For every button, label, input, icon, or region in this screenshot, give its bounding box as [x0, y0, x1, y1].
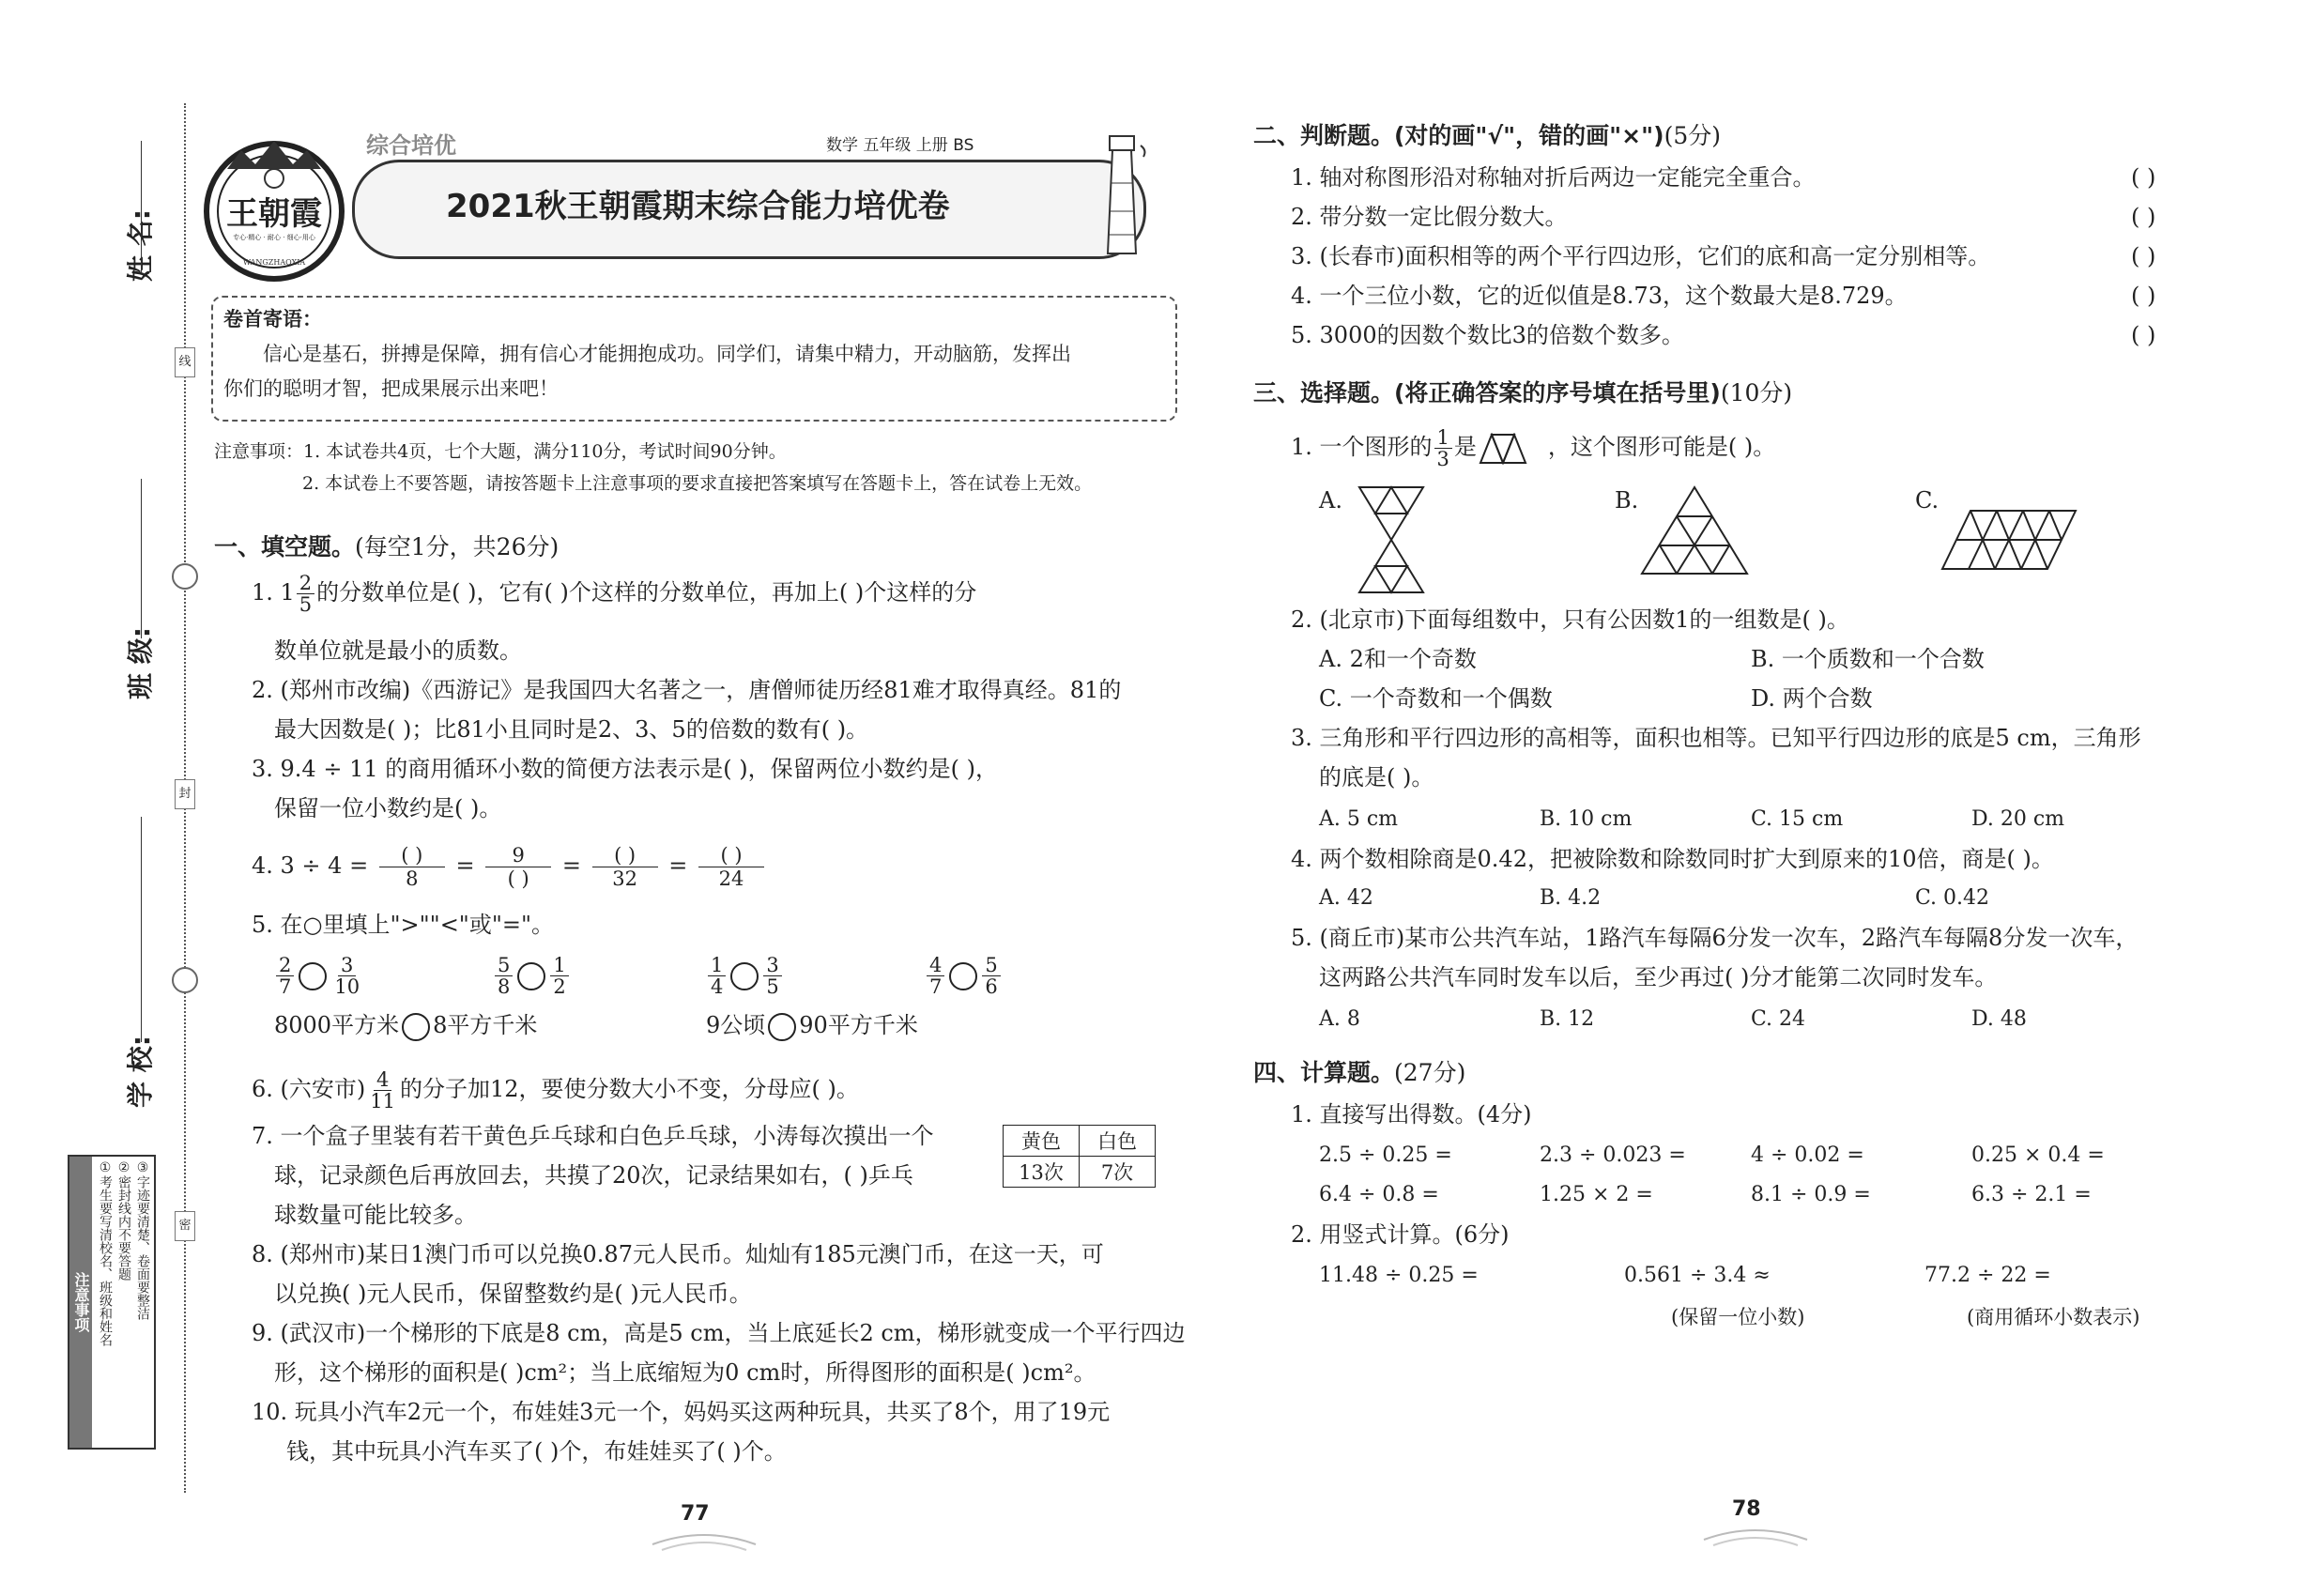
logo-motto: 专心·精心 · 耐心 · 细心·用心: [233, 234, 315, 241]
choice-option: A. 5 cm: [1319, 807, 1399, 831]
calc-sub2: 2. 用竖式计算。(6分): [1291, 1221, 1510, 1248]
compare-circle[interactable]: [299, 962, 327, 990]
series-label: 综合培优: [366, 132, 456, 159]
choice-q5-line1: 5. (商丘市)某市公共汽车站，1路汽车每隔6分发一次车，2路汽车每隔8分发一次车，: [1291, 925, 2139, 951]
page-number-right: 78: [1732, 1497, 1761, 1521]
choice-option: B. 一个质数和一个合数: [1751, 646, 1985, 672]
q10-line2: 钱，其中玩具小汽车买了( )个，布娃娃买了( )个。: [286, 1438, 787, 1465]
vertical-calc-item: 77.2 ÷ 22 =: [1924, 1264, 2051, 1287]
message-line: 你们的聪明才智，把成果展示出来吧！: [223, 377, 559, 400]
table-header: 白色: [1080, 1126, 1156, 1157]
q2-line1: 2. (郑州市改编)《西游记》是我国四大名著之一，唐僧师徒历经81难才取得真经。81的: [252, 677, 1122, 703]
cut-mark-secret: 密: [175, 1211, 195, 1241]
q8-line2: 以兑换( )元人民币，保留整数约是( )元人民币。: [274, 1281, 752, 1307]
choice-option: B. 4.2: [1540, 886, 1602, 910]
fraction: ( ) 24: [698, 844, 764, 890]
section-1-header: [214, 533, 559, 561]
parallelogram-triangles-icon: [1939, 507, 2079, 573]
q7-line2: 球，记录颜色后再放回去，共摸了20次，记录结果如右，( )乒乓: [274, 1162, 913, 1189]
message-title: 卷首寄语：: [223, 307, 322, 330]
answer-paren[interactable]: ( ): [2131, 164, 2156, 191]
choice-q5-line2: 这两路公共汽车同时发车以后，至少再过( )分才能第二次同时发车。: [1319, 964, 1998, 990]
q1-line2: 数单位就是最小的质数。: [274, 637, 522, 664]
q5-compare-item: $\frac{2}{7}$ $\frac{3}{10}$: [274, 948, 364, 1001]
table-cell: 7次: [1080, 1157, 1156, 1188]
compare-circle[interactable]: [730, 962, 759, 990]
calc-item: 8.1 ÷ 0.9 =: [1751, 1183, 1871, 1206]
page-number-left: 77: [681, 1502, 710, 1526]
header-meta: 数学 五年级 上册 BS: [826, 136, 974, 155]
fraction: ( ) 32: [592, 844, 658, 890]
q2-line2: 最大因数是( )；比81小且同时是2、3、5的倍数的数有( )。: [274, 716, 869, 743]
table-cell: 13次: [1004, 1157, 1080, 1188]
vertical-calc-note: (保留一位小数): [1671, 1306, 1805, 1328]
lighthouse-icon: [1089, 127, 1155, 258]
section-2-header: [1253, 122, 1721, 150]
fraction: ( ) 8: [379, 844, 445, 890]
notes-line: 2. 本试卷上不要答题，请按答题卡上注意事项的要求直接把答案填写在答题卡上，答在试卷上无效。: [302, 473, 1093, 494]
calc-item: 0.25 × 0.4 =: [1971, 1143, 2105, 1167]
school-line: [141, 817, 142, 1042]
choice-q1: 1. 一个图形的 $\frac{1}{3}$ 是 ，这个图形可能是( )。: [1291, 426, 1776, 470]
choice-q4: 4. 两个数相除商是0.42，把被除数和除数同时扩大到原来的10倍，商是( )。: [1291, 846, 2054, 872]
fraction: 9 ( ): [485, 844, 551, 890]
section-4-heading: 四、计算题。: [1253, 1059, 1395, 1086]
q5-area-item: 9公顷 90平方千米: [706, 1011, 918, 1041]
record-table: [1003, 1125, 1156, 1188]
logo-ring-text: WANGZHAOXIA: [242, 258, 306, 267]
choice-option: B. 12: [1540, 1007, 1595, 1031]
choice-option-label: B.: [1615, 487, 1639, 514]
vertical-calc-item: 11.48 ÷ 0.25 =: [1319, 1264, 1479, 1287]
section-3-heading: 三、选择题。(将正确答案的序号填在括号里): [1253, 379, 1721, 407]
answer-paren[interactable]: ( ): [2131, 283, 2156, 309]
q8-line1: 8. (郑州市)某日1澳门币可以兑换0.87元人民币。灿灿有185元澳门币，在这一天，可: [252, 1241, 1104, 1267]
q5-compare-item: $\frac{4}{7}$ $\frac{5}{6}$: [925, 948, 1003, 1001]
vertical-calc-note: (商用循环小数表示): [1967, 1306, 2140, 1328]
choice-option-label: C.: [1915, 487, 1940, 514]
page-title: 2021秋王朝霞期末综合能力培优卷: [446, 188, 950, 225]
section-4-score: (27分): [1394, 1059, 1466, 1086]
q7-line3: 球数量可能比较多。: [274, 1202, 477, 1228]
judge-item: 5. 3000的因数个数比3的倍数个数多。: [1291, 322, 1684, 348]
calc-item: 6.4 ÷ 0.8 =: [1319, 1183, 1439, 1206]
compare-circle[interactable]: [768, 1013, 796, 1041]
q7-line1: 7. 一个盒子里装有若干黄色乒乓球和白色乒乓球，小涛每次摸出一个: [252, 1123, 934, 1149]
fraction: $\frac{2}{5}$: [297, 573, 314, 615]
class-label: 班 级:: [125, 627, 156, 699]
cut-mark-line: 线: [175, 347, 195, 377]
judge-item: 1. 轴对称图形沿对称轴对折后两边一定能完全重合。: [1291, 164, 1816, 191]
calc-sub1: 1. 直接写出得数。(4分): [1291, 1101, 1532, 1128]
side-notice-item: ①考生要写清校名、班级和姓名: [98, 1160, 113, 1346]
q4: 4. 3 ÷ 4 = ( ) 8 = 9 ( ) = ( ) 32 = ( ) 24: [252, 837, 768, 894]
q3-line1: 3. 9.4 ÷ 11 的商用循环小数的简便方法表示是( )，保留两位小数约是( )，: [252, 756, 998, 782]
q9-line2: 形，这个梯形的面积是( )cm²；当上底缩短为0 cm时，所得图形的面积是( )cm²。: [274, 1359, 1096, 1386]
calc-item: 2.3 ÷ 0.023 =: [1540, 1143, 1686, 1167]
choice-q3-line1: 3. 三角形和平行四边形的高相等，面积也相等。已知平行四边形的底是5 cm，三角形: [1291, 725, 2141, 751]
name-label: 姓 名:: [125, 209, 156, 282]
answer-paren[interactable]: ( ): [2131, 322, 2156, 348]
section-2-score: (5分): [1664, 122, 1721, 149]
class-line: [141, 479, 142, 638]
calc-item: 4 ÷ 0.02 =: [1751, 1143, 1864, 1167]
cut-mark-seal: 封: [175, 779, 195, 809]
q5-compare-item: $\frac{1}{4}$ $\frac{3}{5}$: [706, 948, 784, 1001]
section-4-header: [1253, 1059, 1465, 1087]
q10-line1: 10. 玩具小汽车2元一个，布娃娃3元一个，妈妈买这两种玩具，共买了8个，用了19元: [252, 1399, 1111, 1425]
compare-circle[interactable]: [517, 962, 545, 990]
choice-option-label: A.: [1319, 487, 1342, 514]
name-line: [141, 141, 142, 272]
q5-compare-item: $\frac{5}{8}$ $\frac{1}{2}$: [493, 948, 571, 1001]
choice-option: C. 15 cm: [1751, 807, 1844, 831]
side-notice-title: 注意事项: [69, 1157, 92, 1448]
section-2-heading: 二、判断题。(对的画"√"，错的画"×"): [1253, 122, 1664, 149]
table-header: 黄色: [1004, 1126, 1080, 1157]
vertical-calc-item: 0.561 ÷ 3.4 ≈: [1624, 1264, 1771, 1287]
compare-circle[interactable]: [949, 962, 977, 990]
choice-option: A. 2和一个奇数: [1319, 646, 1477, 672]
fraction: $\frac{1}{3}$: [1434, 427, 1452, 469]
calc-item: 1.25 × 2 =: [1540, 1183, 1653, 1206]
q5-area-item: 8000平方米 8平方千米: [274, 1011, 537, 1041]
pyramid-triangles-icon: [1638, 483, 1751, 577]
calc-item: 2.5 ÷ 0.25 =: [1319, 1143, 1452, 1167]
judge-item: 2. 带分数一定比假分数大。: [1291, 204, 1568, 230]
answer-paren[interactable]: ( ): [2131, 243, 2156, 269]
choice-option: C. 一个奇数和一个偶数: [1319, 685, 1553, 712]
brand-logo: [199, 131, 349, 282]
school-label: 学 校:: [125, 1036, 156, 1108]
q5-line: 5. 在○里填上">""<"或"="。: [252, 912, 555, 938]
side-notice-item: ③字迹要清楚、卷面要整洁: [135, 1160, 150, 1320]
choice-option: A. 42: [1319, 886, 1373, 910]
choice-option: D. 20 cm: [1971, 807, 2065, 831]
judge-item: 4. 一个三位小数，它的近似值是8.73，这个数最大是8.729。: [1291, 283, 1908, 309]
binding-hole: [172, 967, 198, 993]
choice-option: C. 24: [1751, 1007, 1806, 1031]
calc-item: 6.3 ÷ 2.1 =: [1971, 1183, 2092, 1206]
fraction: $\frac{4}{11}$: [370, 1068, 395, 1113]
logo-text: 王朝霞: [226, 195, 322, 233]
choice-option: D. 两个合数: [1751, 685, 1873, 712]
compare-circle[interactable]: [402, 1013, 430, 1041]
answer-paren[interactable]: ( ): [2131, 204, 2156, 230]
q1-text: 的分数单位是( )，它有( )个这样的分数单位，再加上( )个这样的分: [316, 579, 977, 606]
judge-item: 3. (长春市)面积相等的两个平行四边形，它们的底和高一定分别相等。: [1291, 243, 1991, 269]
q9-line1: 9. (武汉市)一个梯形的下底是8 cm，高是5 cm，当上底延长2 cm，梯形就变成一个平行四边: [252, 1320, 1186, 1346]
notes-line: 注意事项：1. 本试卷共4页，七个大题，满分110分，考试时间90分钟。: [214, 441, 787, 462]
choice-q2: 2. (北京市)下面每组数中，只有公因数1的一组数是( )。: [1291, 606, 1849, 633]
q6: 6. (六安市) $\frac{4}{11}$ 的分子加12，要使分数大小不变，分母应( )。: [252, 1068, 859, 1113]
choice-option: D. 48: [1971, 1007, 2027, 1031]
binding-hole: [172, 563, 198, 590]
q1-number: 1. 1: [252, 579, 295, 606]
side-notice-box: [68, 1155, 156, 1450]
choice-option: B. 10 cm: [1540, 807, 1633, 831]
choice-option: A. 8: [1319, 1007, 1360, 1031]
choice-q3-line2: 的底是( )。: [1319, 764, 1434, 790]
section-1-heading: 一、填空题。: [214, 533, 356, 560]
hourglass-triangles-icon: [1354, 483, 1429, 596]
three-triangles-icon: [1479, 433, 1546, 465]
message-line: 信心是基石，拼搏是保障，拥有信心才能拥抱成功。同学们，请集中精力，开动脑筋，发挥出: [263, 343, 1071, 365]
choice-option: C. 0.42: [1915, 886, 1990, 910]
q1: [252, 573, 976, 615]
q4-prefix: 4. 3 ÷ 4 =: [252, 852, 369, 879]
section-1-score: (每空1分，共26分): [355, 533, 560, 560]
side-notice-item: ②密封线内不要答题: [116, 1160, 131, 1281]
q3-line2: 保留一位小数约是( )。: [274, 795, 502, 821]
section-3-header: [1253, 379, 1792, 407]
section-3-score: (10分): [1720, 379, 1793, 407]
